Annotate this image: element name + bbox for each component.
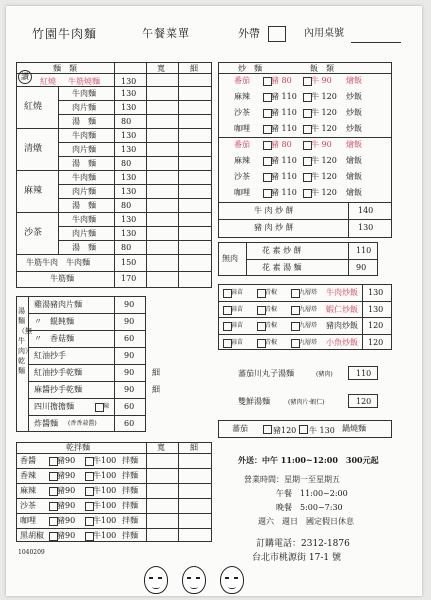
noodle-price: 80 bbox=[121, 117, 132, 126]
pork-cake-price: 130 bbox=[358, 223, 374, 232]
soup-price: 90 bbox=[124, 300, 135, 309]
delivery-info: 外送：中午 11:00~12:00 300元起 bbox=[238, 455, 379, 465]
rice-item-name: 番茄 bbox=[234, 140, 250, 149]
dry-item-name: 香辣 bbox=[20, 471, 36, 480]
option-label: 九層塔 bbox=[299, 305, 318, 313]
noodle-price: 80 bbox=[121, 159, 132, 168]
rice-item-name: 番茄 bbox=[234, 76, 250, 85]
rice-suffix: 燴飯 bbox=[346, 76, 362, 85]
noodle-item: 湯 麵 bbox=[72, 201, 96, 210]
dry-noodle-title: 乾拌麵 bbox=[66, 443, 90, 452]
rice-suffix: 炒飯 bbox=[346, 124, 362, 133]
dry-beef-label: 牛100 bbox=[93, 486, 117, 495]
option-label: 青椒 bbox=[265, 322, 278, 329]
beef-combo-price: 130 bbox=[121, 77, 137, 86]
noodle-item: 肉片麵 bbox=[72, 229, 96, 238]
rice-beef-label: 牛 90 bbox=[311, 76, 332, 85]
rice-beef-label: 牛 120 bbox=[311, 188, 337, 197]
dry-pork-label: 豬90 bbox=[57, 501, 76, 510]
tomato-ball-price: 110 bbox=[356, 369, 372, 378]
menu-sheet bbox=[6, 6, 422, 596]
dry-beef-label: 牛100 bbox=[93, 531, 117, 540]
soup-price: 60 bbox=[124, 334, 135, 343]
holiday-note: 週六 週日 國定假日休息 bbox=[258, 517, 354, 526]
pot-noodle-name: 蕃茄 bbox=[232, 424, 248, 433]
takeout-label: 外帶 bbox=[238, 27, 260, 40]
rice-beef-label: 牛 120 bbox=[311, 172, 337, 181]
tendon-price: 170 bbox=[121, 274, 137, 283]
dry-item-name: 黑胡椒 bbox=[20, 531, 44, 540]
recommend-badge: 讚 bbox=[18, 70, 32, 84]
veg-cake-price: 110 bbox=[356, 246, 372, 255]
rice-item-name: 沙茶 bbox=[234, 108, 250, 117]
rice-item-name: 麻辣 bbox=[234, 92, 250, 101]
fried-rice-price: 130 bbox=[368, 288, 384, 297]
rice-beef-label: 牛 120 bbox=[311, 124, 337, 133]
soup-item-note: (香香蒜醬) bbox=[68, 420, 97, 427]
rice-item-name: 沙茶 bbox=[234, 172, 250, 181]
option-label: 九層塔 bbox=[299, 322, 318, 329]
no-meat-label: 無肉 bbox=[222, 254, 238, 263]
option-label: 青椒 bbox=[265, 289, 278, 296]
tomato-ball-item: 蕃茄川丸子湯麵 bbox=[238, 369, 294, 378]
thin-col-header: 細 bbox=[190, 64, 198, 73]
rice-header: 飯 類 bbox=[310, 64, 334, 73]
chef-face-icon bbox=[144, 566, 168, 594]
soup-item: 炸醬麵 bbox=[34, 419, 58, 428]
rice-item-name: 麻辣 bbox=[234, 156, 250, 165]
beef-cake-price: 140 bbox=[358, 206, 374, 215]
beef-combo-prefix: 紅燒 bbox=[40, 77, 56, 86]
seafood-soup-note: (豬肉片·蝦仁) bbox=[288, 399, 325, 406]
dry-suffix: 拌麵 bbox=[122, 486, 138, 495]
rice-suffix: 燴飯 bbox=[346, 156, 362, 165]
noodle-item: 肉片麵 bbox=[72, 145, 96, 154]
soup-price: 90 bbox=[124, 385, 135, 394]
tendon-beef-item: 牛筋牛肉 牛肉麵 bbox=[26, 258, 90, 267]
seafood-soup-price: 120 bbox=[356, 397, 372, 406]
rice-beef-label: 牛 90 bbox=[311, 140, 332, 149]
noodle-price: 130 bbox=[121, 145, 137, 154]
soup-item: 麻醬抄手乾麵 bbox=[34, 385, 82, 394]
fried-rice-item: 豬肉炒飯 bbox=[326, 321, 358, 330]
option-label: 九層塔 bbox=[299, 289, 318, 296]
soup-price: 60 bbox=[124, 419, 135, 428]
dine-in-label: 內用桌號 bbox=[304, 28, 344, 39]
dry-pork-label: 豬90 bbox=[57, 486, 76, 495]
dry-wide-header: 寬 bbox=[157, 443, 165, 452]
rice-suffix: 炒飯 bbox=[346, 108, 362, 117]
noodle-price: 130 bbox=[121, 229, 137, 238]
chef-face-icon bbox=[220, 566, 244, 594]
table-number-line[interactable] bbox=[351, 42, 401, 43]
rice-pork-label: 豬 110 bbox=[271, 188, 297, 197]
dry-pork-label: 豬90 bbox=[57, 516, 76, 525]
dry-thin-header: 細 bbox=[190, 443, 198, 452]
dry-pork-label: 豬90 bbox=[57, 531, 76, 540]
soup-price: 60 bbox=[124, 402, 135, 411]
soup-item: 〃 香菇麵 bbox=[34, 334, 74, 343]
fried-rice-price: 120 bbox=[368, 337, 384, 347]
option-label: 蒜苗 bbox=[231, 289, 244, 296]
noodle-price: 130 bbox=[121, 187, 137, 196]
noodle-group-name: 紅燒 bbox=[24, 102, 43, 112]
fried-rice-price: 130 bbox=[368, 304, 384, 314]
soup-item: 四川擔擔麵 bbox=[34, 402, 74, 411]
dry-suffix: 拌麵 bbox=[122, 516, 138, 525]
fried-rice-item: 牛肉炒飯 bbox=[326, 288, 358, 297]
noodle-item: 牛肉麵 bbox=[72, 131, 96, 140]
wide-col-header: 寬 bbox=[157, 64, 165, 73]
soup-item: 雞湯豬肉片麵 bbox=[34, 300, 82, 309]
fried-noodle-header: 炒 麵 bbox=[238, 64, 262, 73]
seafood-soup-item: 雙鮮湯麵 bbox=[238, 397, 270, 406]
dry-pork-label: 豬90 bbox=[57, 456, 76, 465]
dry-suffix: 拌麵 bbox=[122, 456, 138, 465]
lunch-hours: 午餐 11:00~2:00 bbox=[276, 489, 348, 498]
dry-beef-label: 牛100 bbox=[93, 516, 117, 525]
business-hours: 營業時間：星期一至星期五 bbox=[244, 475, 340, 484]
thin-note: 細 bbox=[152, 368, 160, 377]
rice-pork-label: 豬 110 bbox=[271, 156, 297, 165]
rice-pork-label: 豬 80 bbox=[271, 76, 292, 85]
tendon-item: 牛筋麵 bbox=[50, 274, 74, 283]
noodle-item: 肉片麵 bbox=[72, 103, 96, 112]
spicy-label: 辣 bbox=[103, 403, 110, 410]
fried-rice-item: 蝦仁炒飯 bbox=[326, 304, 358, 314]
tomato-ball-note: (豬肉) bbox=[316, 371, 333, 378]
soup-noodle-side-label: 湯麵（無牛肉）乾麵 bbox=[18, 307, 32, 375]
noodle-group-name: 沙茶 bbox=[24, 228, 43, 238]
noodle-item: 湯 麵 bbox=[72, 159, 96, 168]
fried-rice-item: 小魚炒飯 bbox=[326, 337, 358, 347]
dry-beef-label: 牛100 bbox=[93, 501, 117, 510]
dinner-hours: 晚餐 5:00~7:30 bbox=[276, 503, 343, 512]
dry-item-name: 香醬 bbox=[20, 456, 36, 465]
pot-beef-checkbox[interactable] bbox=[299, 425, 308, 434]
dry-item-name: 咖哩 bbox=[20, 516, 36, 525]
soup-item: 〃 餛飩麵 bbox=[34, 317, 74, 326]
rice-suffix: 炒飯 bbox=[346, 92, 362, 101]
tendon-beef-price: 150 bbox=[121, 258, 137, 267]
soup-price: 90 bbox=[124, 368, 135, 377]
noodle-item: 湯 麵 bbox=[72, 243, 96, 252]
noodle-group-name: 清燉 bbox=[24, 144, 43, 154]
noodle-item: 牛肉麵 bbox=[72, 89, 96, 98]
noodle-price: 130 bbox=[121, 89, 137, 98]
dry-pork-label: 豬90 bbox=[57, 471, 76, 480]
thin-note: 細 bbox=[152, 385, 160, 394]
noodle-price: 80 bbox=[121, 243, 132, 252]
order-phone: 訂購電話：2312-1876 bbox=[256, 539, 350, 549]
takeout-checkbox[interactable] bbox=[268, 26, 286, 42]
option-label: 蒜苗 bbox=[231, 305, 244, 313]
veg-soup-price: 90 bbox=[356, 263, 367, 272]
dry-item-name: 麻辣 bbox=[20, 486, 36, 495]
noodle-price: 130 bbox=[121, 173, 137, 182]
rice-pork-label: 豬 110 bbox=[271, 172, 297, 181]
noodle-price: 130 bbox=[121, 103, 137, 112]
pot-pork-checkbox[interactable] bbox=[263, 425, 272, 434]
veg-cake-item: 花 素 炒 餅 bbox=[262, 246, 302, 255]
soup-item: 紅油抄手乾麵 bbox=[34, 368, 82, 377]
menu-subtitle: 午餐菜單 bbox=[142, 27, 190, 40]
soup-price: 90 bbox=[124, 317, 135, 326]
rice-beef-label: 牛 120 bbox=[311, 156, 337, 165]
rice-pork-label: 豬 110 bbox=[271, 124, 297, 133]
rice-item-name: 咖哩 bbox=[234, 124, 250, 133]
noodle-price: 80 bbox=[121, 201, 132, 210]
fried-rice-price: 120 bbox=[368, 321, 384, 330]
rice-beef-label: 牛 120 bbox=[311, 108, 337, 117]
rice-suffix: 燴飯 bbox=[346, 172, 362, 181]
noodle-price: 130 bbox=[121, 131, 137, 140]
rice-pork-label: 豬 110 bbox=[271, 92, 297, 101]
soup-item: 紅油抄手 bbox=[34, 351, 66, 360]
noodle-item: 牛肉麵 bbox=[72, 173, 96, 182]
menu-code: 1040209 bbox=[18, 549, 45, 556]
rice-beef-label: 牛 120 bbox=[311, 92, 337, 101]
dry-suffix: 拌麵 bbox=[122, 501, 138, 510]
option-label: 蒜苗 bbox=[231, 322, 244, 329]
noodle-item: 肉片麵 bbox=[72, 187, 96, 196]
rice-pork-label: 豬 110 bbox=[271, 108, 297, 117]
option-label: 蒜苗 bbox=[231, 338, 244, 346]
dry-beef-label: 牛100 bbox=[93, 456, 117, 465]
rice-suffix: 燴飯 bbox=[346, 188, 362, 197]
dry-suffix: 拌麵 bbox=[122, 471, 138, 480]
dry-suffix: 拌麵 bbox=[122, 531, 138, 540]
option-label: 青椒 bbox=[265, 305, 278, 313]
option-label: 九層塔 bbox=[299, 338, 318, 346]
soup-price: 90 bbox=[124, 351, 135, 360]
noodle-price: 130 bbox=[121, 215, 137, 224]
rice-pork-label: 豬 80 bbox=[271, 140, 292, 149]
chef-face-icon bbox=[182, 566, 206, 594]
pork-cake-item: 豬 肉 炒 餅 bbox=[254, 223, 294, 232]
beef-combo-item: 牛筋燒麵 bbox=[68, 77, 100, 86]
pot-beef-label: 牛 130 bbox=[309, 426, 335, 435]
shop-address: 台北市桃源街 17-1 號 bbox=[252, 553, 341, 563]
noodle-col-header: 麵 類 bbox=[53, 64, 77, 73]
pot-pork-label: 豬120 bbox=[273, 426, 297, 435]
veg-soup-item: 花 素 湯 麵 bbox=[262, 263, 302, 272]
noodle-item: 牛肉麵 bbox=[72, 215, 96, 224]
pot-noodle-suffix: 鍋燒麵 bbox=[342, 424, 366, 433]
beef-cake-item: 牛 肉 炒 餅 bbox=[254, 206, 294, 215]
restaurant-name: 竹園牛肉麵 bbox=[32, 27, 98, 41]
rice-item-name: 咖哩 bbox=[234, 188, 250, 197]
dry-beef-label: 牛100 bbox=[93, 471, 117, 480]
noodle-group-name: 麻辣 bbox=[24, 186, 43, 196]
noodle-item: 湯 麵 bbox=[72, 117, 96, 126]
rice-suffix: 燴飯 bbox=[346, 140, 362, 149]
dry-item-name: 沙茶 bbox=[20, 501, 36, 510]
option-label: 青椒 bbox=[265, 338, 278, 346]
